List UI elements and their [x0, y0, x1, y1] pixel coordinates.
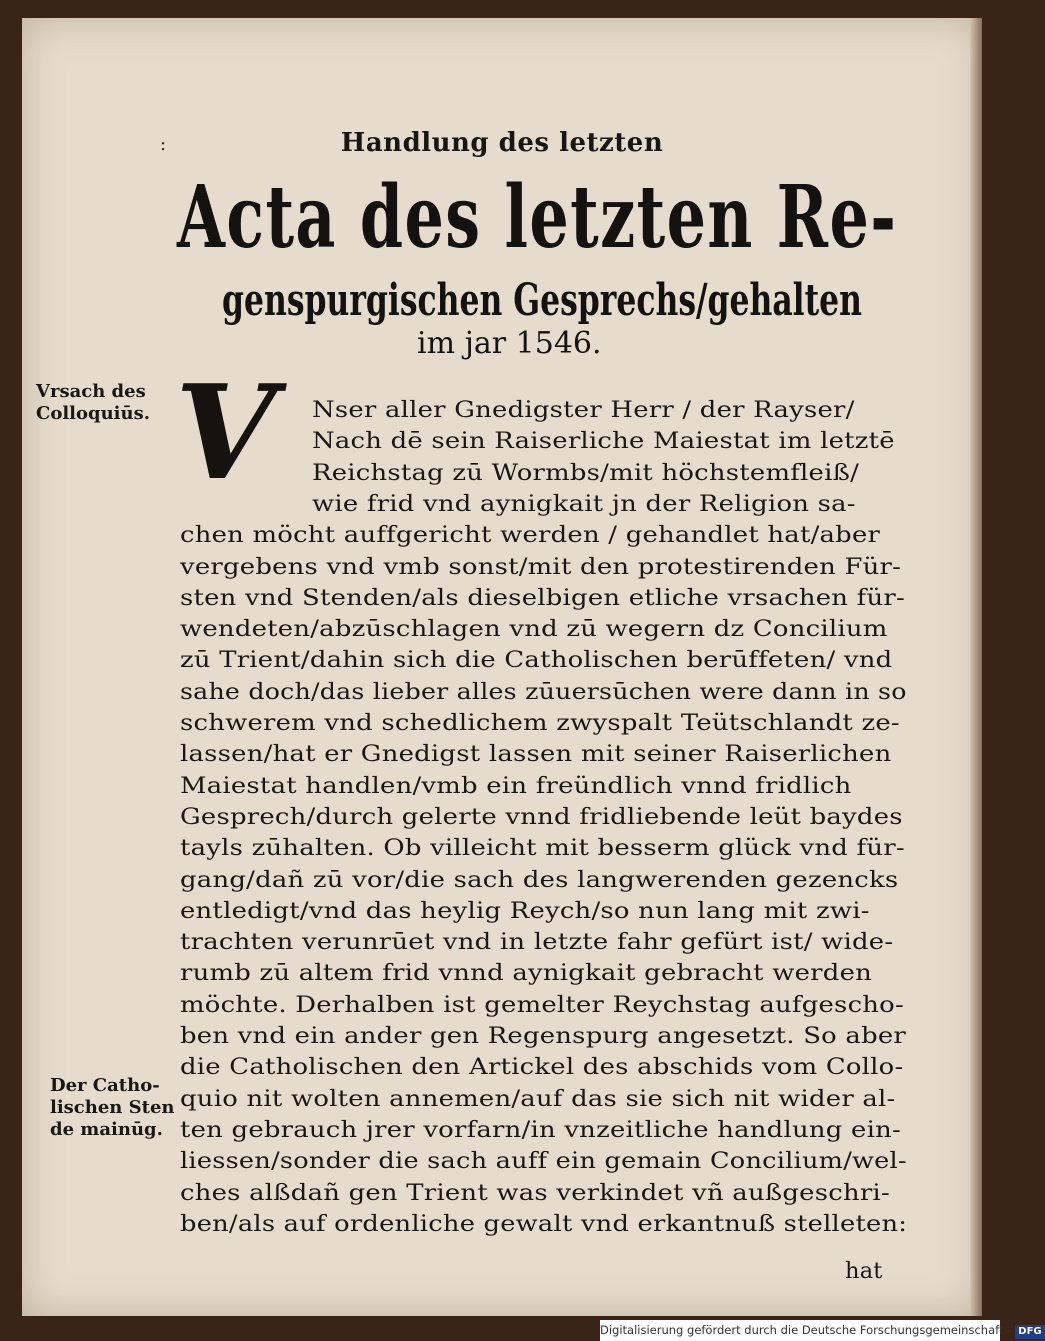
page-gutter — [970, 18, 982, 1316]
body-line: wie frid vnd aynigkait jn der Religion sa- — [312, 490, 856, 517]
body-line: rumb zū altem frid vnnd aynigkait gebracht werden — [180, 960, 873, 987]
margin-note-cause — [36, 381, 150, 425]
body-line: entledigt/vnd das heylig Reych/so nun lang mit zwi- — [180, 897, 870, 924]
margin-note-line: Vrsach des — [36, 381, 146, 402]
title-line-1: Acta des letzten Re- — [177, 167, 898, 268]
body-line: vergebens vnd vmb sonst/mit den protestirenden Für- — [180, 553, 902, 580]
body-line: Maiestat handlen/vmb ein freündlich vnnd fridlich — [180, 772, 852, 799]
margin-note-line: Der Catho- — [50, 1075, 160, 1096]
body-line: lassen/hat er Gnedigst lassen mit seiner Raiserlichen — [180, 741, 892, 768]
title-line-3: im jar 1546. — [417, 326, 602, 361]
margin-note-catholic — [50, 1075, 175, 1141]
body-line: ben vnd ein ander gen Regenspurg angesetzt. So aber — [180, 1023, 907, 1049]
decorated-initial: V — [175, 356, 276, 509]
margin-note-line: Colloquiūs. — [36, 403, 151, 424]
body-line: sahe doch/das lieber alles zūuersūchen were dann in so — [180, 678, 907, 705]
body-line: zū Trient/dahin sich die Catholischen berūffeten/ vnd — [180, 647, 893, 674]
title-line-2: genspurgischen Gesprechs/gehalten — [222, 275, 862, 326]
catchword: hat — [845, 1258, 883, 1284]
body-line: Nser aller Gnedigster Herr / der Rayser/ — [312, 397, 855, 423]
book-page — [22, 18, 982, 1316]
margin-note-line: de mainūg. — [50, 1119, 163, 1140]
body-line: liessen/sonder die sach auff ein gemain Concilium/wel- — [180, 1148, 907, 1175]
body-line: chen möcht auffgericht werden / gehandlet hat/aber — [180, 522, 881, 549]
body-line: tayls zūhalten. Ob villeicht mit besserm glück vnd für- — [180, 835, 905, 862]
footer-text: Digitalisierung gefördert durch die Deutsche Forschungsgemeinschaft - — [600, 1323, 1012, 1337]
dfg-logo: DFG — [1015, 1325, 1044, 1339]
running-head: Handlung des letzten — [340, 128, 664, 158]
body-line: trachten verunrūet vnd in letzte fahr gefürt ist/ wide- — [180, 929, 894, 956]
body-line: Nach dē sein Raiserliche Maiestat im letztē — [312, 428, 895, 455]
footer-credit — [600, 1320, 1042, 1341]
body-line: Reichstag zū Wormbs/mit höchstemfleiß/ — [312, 459, 860, 486]
body-line: schwerem vnd schedlichem zwyspalt Teütschlandt ze- — [180, 710, 900, 736]
body-line: gang/dañ zū vor/die sach des langwerenden gezencks — [180, 866, 899, 893]
body-line: ben/als auf ordenliche gewalt vnd erkantnuß stelleten: — [180, 1210, 908, 1237]
body-line: Gesprech/durch gelerte vnnd fridliebende leüt baydes — [180, 803, 903, 830]
body-line: ches alßdañ gen Trient was verkindet vñ außgeschri- — [180, 1179, 890, 1206]
body-line: möchte. Derhalben ist gemelter Reychstag aufgescho- — [180, 991, 904, 1018]
body-line: die Catholischen den Artickel des abschids vom Collo- — [180, 1054, 904, 1081]
body-line: wendeten/abzūschlagen vnd zū wegern dz Concilium — [180, 616, 888, 643]
margin-note-line: lischen Sten — [50, 1097, 175, 1118]
page-marker: : — [160, 134, 167, 155]
body-line: quio nit wolten annemen/auf das sie sich nit wider al- — [180, 1085, 896, 1112]
body-line: sten vnd Stenden/als dieselbigen etliche vrsachen für- — [180, 584, 905, 611]
body-line: ten gebrauch jrer vorfarn/in vnzeitliche handlung ein- — [180, 1116, 901, 1143]
